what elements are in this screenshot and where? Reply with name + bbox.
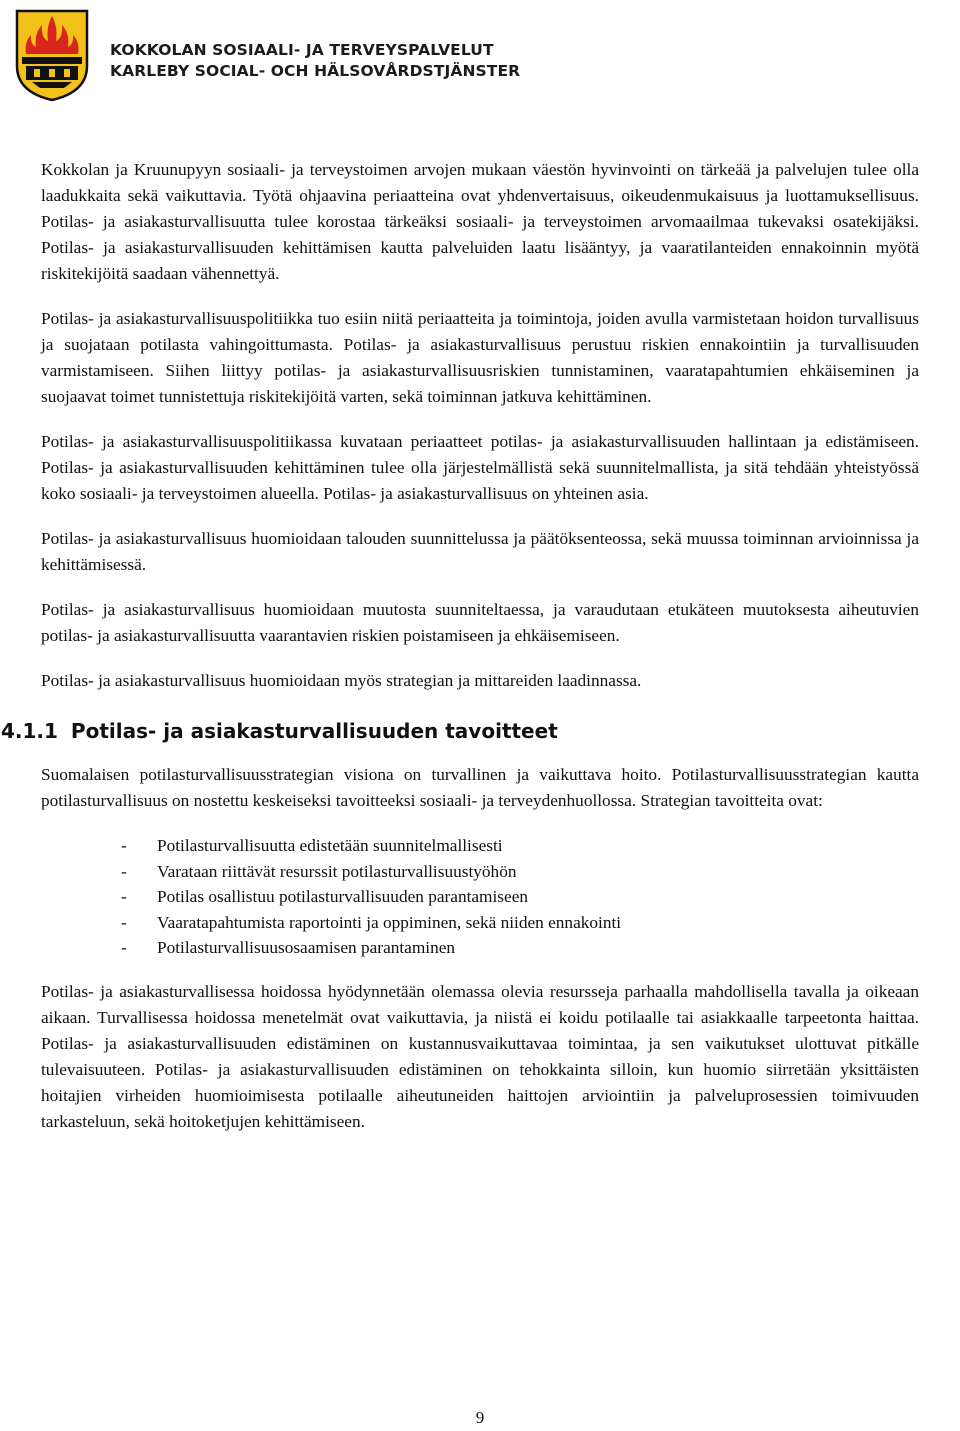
section-number: 4.1.1 xyxy=(1,719,58,743)
coat-of-arms-icon xyxy=(14,8,90,102)
paragraph-policy: Potilas- ja asiakasturvallisuuspolitiikka tuo esiin niitä periaatteita ja toimintoja, joiden avulla varmistetaan hoidon turvallisuus ja suojataan potilasta vahingoittumasta. Potilas- ja asiakasturvallisuus perustuu riskien ennakointiin ja turvallisuuden varmistamiseen. Siihen liittyy potilas- ja asiakasturvallisuusriskien tunnistaminen, vaaratapahtumien ehkäiseminen ja suojaavat toimet tunnistettuja riskitekijöitä varten, sekä toiminnan jatkuva kehittäminen. xyxy=(41,309,919,406)
organization-name-finnish: KOKKOLAN SOSIAALI- JA TERVEYSPALVELUT xyxy=(110,41,494,59)
list-item xyxy=(121,884,919,910)
organization-name-swedish: KARLEBY SOCIAL- OCH HÄLSOVÅRDSTJÄNSTER xyxy=(110,62,521,80)
document-body xyxy=(1,157,919,1154)
list-item xyxy=(121,833,919,859)
paragraph-strategy: Potilas- ja asiakasturvallisuus huomioidaan myös strategian ja mittareiden laadinnassa. xyxy=(41,671,642,690)
paragraph-management: Potilas- ja asiakasturvallisuuspolitiikassa kuvataan periaatteet potilas- ja asiakasturvallisuuden hallintaan ja edistämiseen. Potilas- ja asiakasturvallisuuden kehittäminen tulee olla järjestelmällistä sekä suunnitelmallista, ja sitä tehdään yhteistyössä koko sosiaali- ja terveystoimen alueella. Potilas- ja asiakasturvallisuus on yhteinen asia. xyxy=(41,432,919,503)
section-title: Potilas- ja asiakasturvallisuuden tavoitteet xyxy=(70,719,558,743)
paragraph-resources: Potilas- ja asiakasturvallisessa hoidossa hyödynnetään olemassa olevia resursseja parhaalla mahdollisella tavalla ja oikeaan aikaan. Turvallisessa hoidossa menetelmät ovat vaikuttavia, ja niistä ei koidu potilaalle tai asiakkaalle tarpeetonta haittaa. Potilas- ja asiakasturvallisuuden edistäminen on kustannusvaikuttavaa toimintaa, ja sen vaikutukset ulottuvat pitkälle tulevaisuuteen. Potilas- ja asiakasturvallisuuden edistäminen on tehokkainta silloin, kun huomio siirretään yksittäisten hoitajien virheiden huomioimisesta potilaalle aiheutuneiden haittojen arviointiin ja palveluprosessien toimivuuden tarkasteluun, sekä hoitoketjujen kehittämiseen. xyxy=(41,981,919,1131)
list-item-text: Potilas osallistuu potilasturvallisuuden parantamiseen xyxy=(157,887,529,906)
list-item-text: Potilasturvallisuutta edistetään suunnitelmallisesti xyxy=(157,836,503,855)
paragraph-values: Kokkolan ja Kruunupyyn sosiaali- ja terveystoimen arvojen mukaan väestön hyvinvointi on tärkeää ja palvelujen tulee olla laadukkaita sekä vaikuttavia. Työtä ohjaavina periaatteina ovat yhdenvertaisuus, oikeudenmukaisuus ja luottamuksellisuus. Potilas- ja asiakasturvallisuutta tulee korostaa tärkeäksi sosiaali- ja terveystoimen arvomaailmaa tukevaksi osatekijäksi. Potilas- ja asiakasturvallisuuden kehittämisen kautta palveluiden laatu lisääntyy, ja vaaratilanteiden ennakoinnin myötä riskitekijöitä saadaan vähennettyä. xyxy=(41,160,919,283)
list-bullet: - xyxy=(121,912,127,932)
list-item-text: Vaaratapahtumista raportointi ja oppiminen, sekä niiden ennakointi xyxy=(157,912,622,932)
paragraph-national-strategy: Suomalaisen potilasturvallisuusstrategian visiona on turvallinen ja vaikuttava hoito. Potilasturvallisuusstrategian kautta potilasturvallisuus on nostettu keskeiseksi tavoitteeksi sosiaali- ja terveydenhuollossa. Strategian tavoitteita ovat: xyxy=(41,765,919,810)
organization-name xyxy=(110,40,520,82)
goals-list xyxy=(41,833,919,961)
list-bullet: - xyxy=(121,887,127,906)
list-bullet: - xyxy=(121,938,127,957)
list-bullet: - xyxy=(121,861,127,881)
list-item xyxy=(121,935,919,961)
list-item-text: Potilasturvallisuusosaamisen parantaminen xyxy=(157,938,456,957)
list-item xyxy=(121,910,919,936)
section-heading xyxy=(1,716,919,746)
list-item xyxy=(121,859,919,885)
list-item-text: Varataan riittävät resurssit potilasturvallisuustyöhön xyxy=(157,861,517,881)
list-bullet: - xyxy=(121,836,127,855)
page-number: 9 xyxy=(475,1408,485,1427)
paragraph-change: Potilas- ja asiakasturvallisuus huomioidaan muutosta suunniteltaessa, ja varaudutaan etukäteen muutoksesta aiheutuvien potilas- ja asiakasturvallisuutta vaarantavien riskien poistamiseen ja ehkäisemiseen. xyxy=(41,600,919,645)
paragraph-economy: Potilas- ja asiakasturvallisuus huomioidaan talouden suunnittelussa ja päätöksenteossa, sekä muussa toiminnan arvioinnissa ja kehittämisessä. xyxy=(41,529,919,574)
page-header xyxy=(14,8,944,104)
